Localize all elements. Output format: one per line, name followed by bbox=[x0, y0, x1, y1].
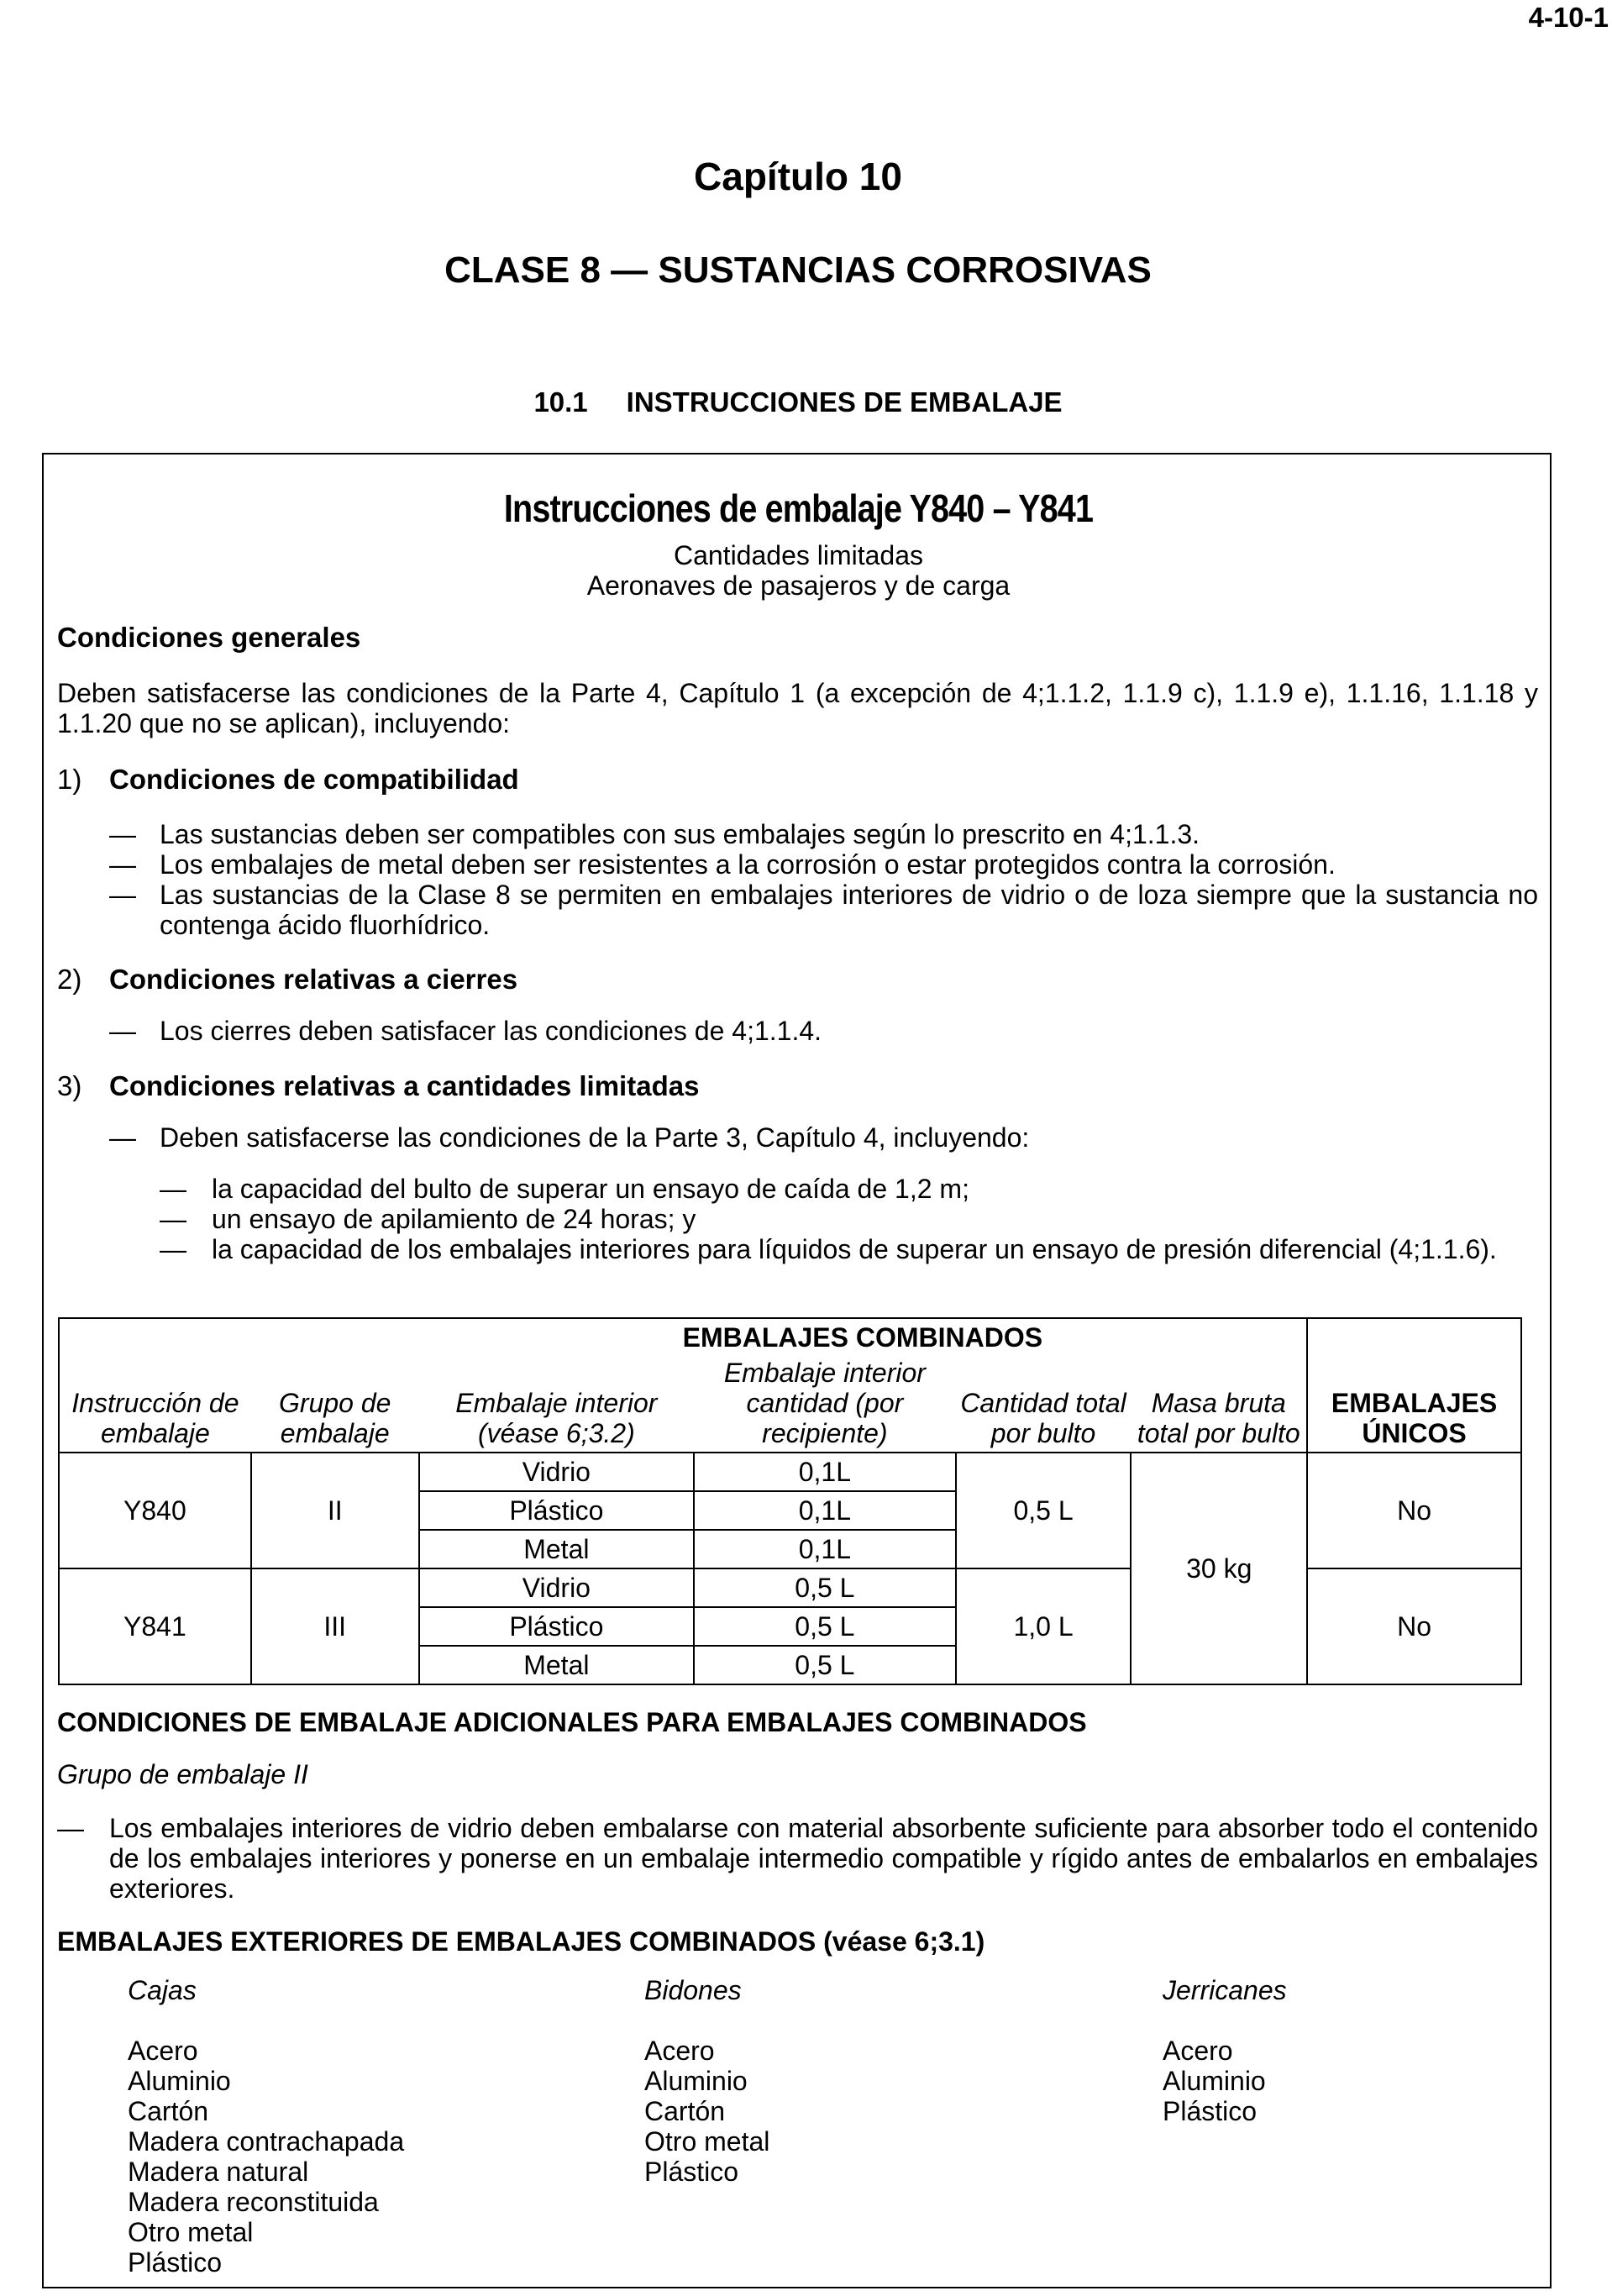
col-header-group: Grupo de embalaje bbox=[251, 1356, 419, 1453]
inner-cell: Metal bbox=[419, 1646, 694, 1684]
gross-mass-cell: 30 kg bbox=[1131, 1453, 1307, 1684]
instruction-cell: Y841 bbox=[59, 1568, 251, 1684]
list-item: — Los cierres deben satisfacer las condiciones de 4;1.1.4. bbox=[109, 1016, 1538, 1046]
item-title: Condiciones relativas a cierres bbox=[109, 964, 518, 995]
list-item: Madera reconstituida bbox=[128, 2187, 379, 2217]
inner-cell: Vidrio bbox=[419, 1453, 694, 1491]
total-cell: 1,0 L bbox=[956, 1568, 1132, 1684]
item-number: 2) bbox=[57, 964, 82, 995]
item-title: Condiciones relativas a cantidades limitadas bbox=[109, 1070, 700, 1101]
list-item: Madera contrachapada bbox=[128, 2126, 405, 2157]
additional-conditions-heading: CONDICIONES DE EMBALAJE ADICIONALES PARA EMBALAJES COMBINADOS bbox=[57, 1707, 1087, 1737]
list-item: Cartón bbox=[128, 2096, 209, 2126]
box-subtitle-limited: Cantidades limitadas bbox=[673, 540, 924, 570]
inner-cell: Plástico bbox=[419, 1491, 694, 1530]
list-item-text: Los cierres deben satisfacer las condiciones de 4;1.1.4. bbox=[160, 1016, 822, 1046]
list-item-text: la capacidad del bulto de superar un ensayo de caída de 1,2 m; bbox=[212, 1174, 969, 1204]
single-cell: No bbox=[1307, 1453, 1521, 1568]
list-item: Madera natural bbox=[128, 2157, 309, 2187]
list-item: Acero bbox=[1163, 2036, 1233, 2066]
box-title: Instrucciones de embalaje Y840 – Y841 bbox=[503, 486, 1094, 530]
total-cell: 0,5 L bbox=[956, 1453, 1132, 1568]
list-item: Otro metal bbox=[128, 2217, 254, 2247]
packaging-table bbox=[58, 1317, 1522, 1685]
qty-cell: 0,1L bbox=[694, 1530, 956, 1568]
item-closures bbox=[57, 964, 517, 996]
list-item-text: Las sustancias de la Clase 8 se permiten en embalajes interiores de vidrio o de loza siempre que la sustancia no contenga ácido fluorhídrico. bbox=[160, 880, 1538, 940]
single-cell: No bbox=[1307, 1568, 1521, 1684]
list-item-text: Deben satisfacerse las condiciones de la Parte 3, Capítulo 4, incluyendo: bbox=[160, 1122, 1030, 1153]
list-item: Aluminio bbox=[644, 2066, 748, 2096]
list-item: Plástico bbox=[1163, 2096, 1258, 2126]
list-item: Aluminio bbox=[128, 2066, 231, 2096]
item-title: Condiciones de compatibilidad bbox=[109, 764, 519, 795]
list-item: Plástico bbox=[644, 2157, 739, 2187]
item-limited-quantities bbox=[57, 1070, 699, 1102]
list-item: Cartón bbox=[644, 2096, 726, 2126]
outer-packagings-heading: EMBALAJES EXTERIORES DE EMBALAJES COMBINADOS (véase 6;3.1) bbox=[57, 1926, 985, 1957]
box-subtitle-aircraft: Aeronaves de pasajeros y de carga bbox=[586, 570, 1011, 601]
chapter-title: Capítulo 10 bbox=[694, 155, 902, 198]
table-row bbox=[59, 1453, 1521, 1491]
group-cell: III bbox=[251, 1568, 419, 1684]
list-item-text: la capacidad de los embalajes interiores para líquidos de superar un ensayo de presión diferencial (4;1.1.6). bbox=[212, 1234, 1497, 1264]
section-heading bbox=[0, 386, 1596, 418]
inner-cell: Plástico bbox=[419, 1607, 694, 1646]
additional-conditions-item: — Los embalajes interiores de vidrio deben embalarse con material absorbente suficiente para absorber todo el contenido de los embalajes interiores y ponerse en un embalaje intermedio compatible y rígido antes de embalarlos en embalajes exteriores. bbox=[57, 1813, 1538, 1904]
qty-cell: 0,1L bbox=[694, 1453, 956, 1491]
item-compatibility bbox=[57, 764, 519, 796]
outer-column-boxes bbox=[128, 1975, 404, 2278]
list-item: Acero bbox=[644, 2036, 715, 2066]
col-header-instruction: Instrucción de embalaje bbox=[59, 1356, 251, 1453]
additional-conditions-text: Los embalajes interiores de vidrio deben embalarse con material absorbente suficiente para absorber todo el contenido de los embalajes interiores y ponerse en un embalaje intermedio compatible y rígido antes de embalarlos en embalajes exteriores. bbox=[109, 1813, 1538, 1904]
qty-cell: 0,1L bbox=[694, 1491, 956, 1530]
page-number: 4-10-1 bbox=[1528, 2, 1609, 33]
list-item: — Las sustancias de la Clase 8 se permiten en embalajes interiores de vidrio o de loza siempre que la sustancia no contenga ácido fluorhídrico. bbox=[109, 880, 1538, 940]
page-title: CLASE 8 — SUSTANCIAS CORROSIVAS bbox=[444, 250, 1152, 291]
item-number: 1) bbox=[57, 764, 82, 795]
group-cell: II bbox=[251, 1453, 419, 1568]
col-header-gross-mass: Masa bruta total por bulto bbox=[1131, 1356, 1307, 1453]
combined-packagings-header: EMBALAJES COMBINADOS bbox=[419, 1318, 1307, 1356]
outer-column-title: Cajas bbox=[128, 1975, 197, 2005]
qty-cell: 0,5 L bbox=[694, 1607, 956, 1646]
general-conditions-text: Deben satisfacerse las condiciones de la Parte 4, Capítulo 1 (a excepción de 4;1.1.2, 1.1.9 c), 1.1.9 e), 1.1.16, 1.1.18 y 1.1.20 que no se aplican), incluyendo: bbox=[57, 678, 1538, 738]
general-conditions-heading: Condiciones generales bbox=[57, 622, 361, 653]
section-title: INSTRUCCIONES DE EMBALAJE bbox=[626, 386, 1063, 418]
list-item: — la capacidad del bulto de superar un ensayo de caída de 1,2 m; bbox=[160, 1174, 1538, 1204]
list-item: Aluminio bbox=[1163, 2066, 1266, 2096]
list-item: — Deben satisfacerse las condiciones de la Parte 3, Capítulo 4, incluyendo: bbox=[109, 1122, 1538, 1153]
inner-cell: Metal bbox=[419, 1530, 694, 1568]
list-item: Plástico bbox=[128, 2247, 223, 2278]
list-item: — la capacidad de los embalajes interiores para líquidos de superar un ensayo de presión diferencial (4;1.1.6). bbox=[160, 1234, 1538, 1264]
list-item-text: Los embalajes de metal deben ser resistentes a la corrosión o estar protegidos contra la corrosión. bbox=[160, 849, 1336, 880]
outer-column-drums bbox=[644, 1975, 769, 2187]
list-item: — Las sustancias deben ser compatibles con sus embalajes según lo prescrito en 4;1.1.3. bbox=[109, 819, 1538, 849]
outer-column-jerricans bbox=[1163, 1975, 1287, 2126]
list-item-text: un ensayo de apilamiento de 24 horas; y bbox=[212, 1204, 696, 1234]
inner-cell: Vidrio bbox=[419, 1568, 694, 1607]
packing-instruction-box bbox=[42, 453, 1552, 2288]
qty-cell: 0,5 L bbox=[694, 1646, 956, 1684]
col-header-total-qty: Cantidad total por bulto bbox=[956, 1356, 1132, 1453]
list-item-text: Las sustancias deben ser compatibles con sus embalajes según lo prescrito en 4;1.1.3. bbox=[160, 819, 1200, 849]
outer-column-title: Jerricanes bbox=[1163, 1975, 1287, 2005]
item-number: 3) bbox=[57, 1070, 82, 1101]
list-item: — un ensayo de apilamiento de 24 horas; y bbox=[160, 1204, 1538, 1234]
outer-column-title: Bidones bbox=[644, 1975, 742, 2005]
col-header-inner: Embalaje interior (véase 6;3.2) bbox=[419, 1356, 694, 1453]
list-item: Otro metal bbox=[644, 2126, 770, 2157]
list-item: — Los embalajes de metal deben ser resistentes a la corrosión o estar protegidos contra la corrosión. bbox=[109, 849, 1538, 880]
qty-cell: 0,5 L bbox=[694, 1568, 956, 1607]
instruction-cell: Y840 bbox=[59, 1453, 251, 1568]
section-number: 10.1 bbox=[533, 386, 588, 418]
packing-group-heading: Grupo de embalaje II bbox=[57, 1759, 308, 1789]
col-header-inner-qty: Embalaje interior cantidad (por recipiente) bbox=[694, 1356, 956, 1453]
col-header-single: EMBALAJES ÚNICOS bbox=[1307, 1356, 1521, 1453]
list-item: Acero bbox=[128, 2036, 198, 2066]
